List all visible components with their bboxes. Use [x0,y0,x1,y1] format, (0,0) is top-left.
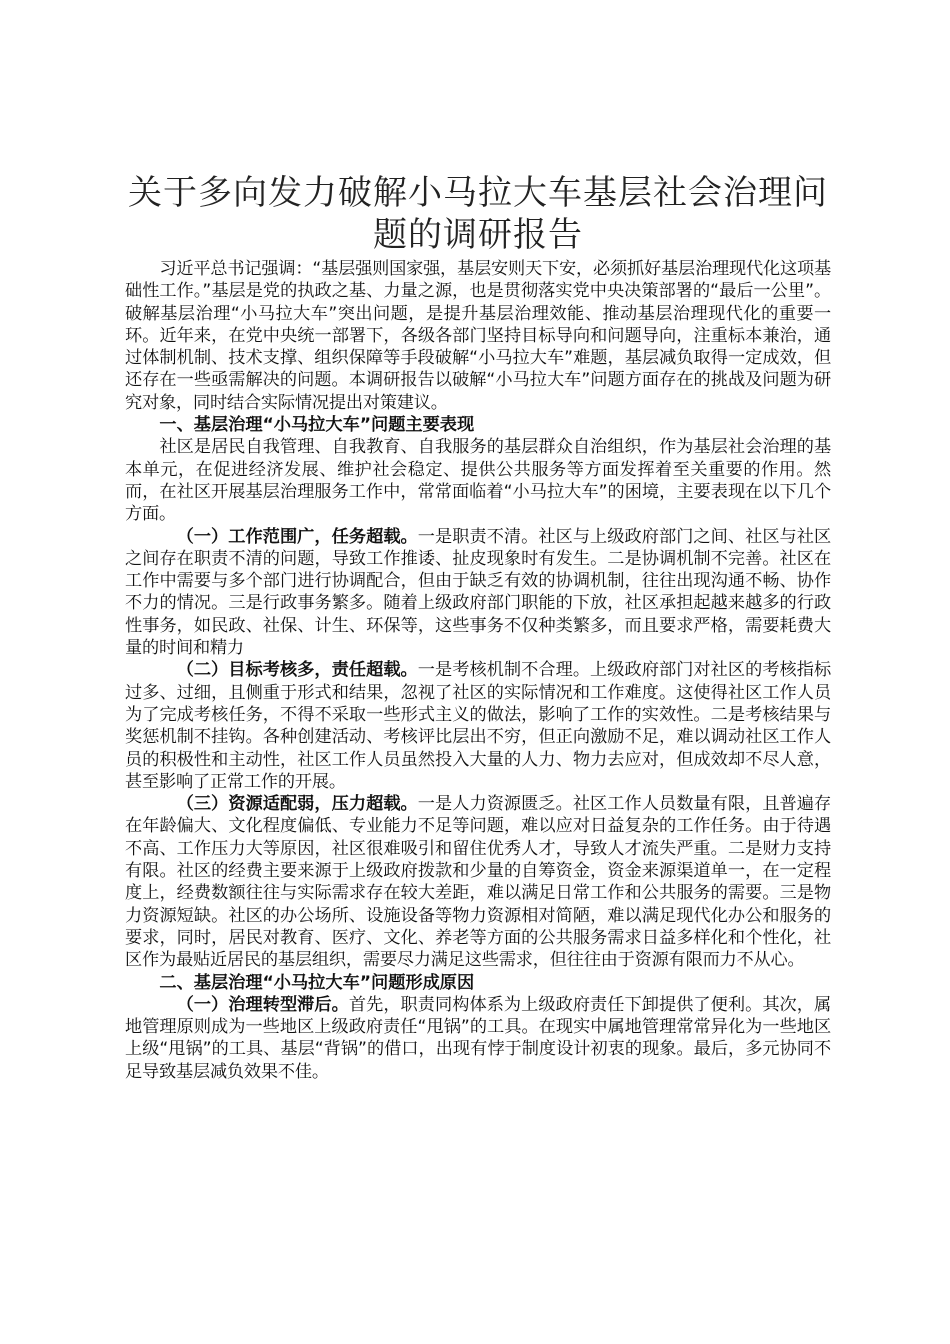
section-1-intro: 社区是居民自我管理、自我教育、自我服务的基层群众自治组织，作为基层社会治理的基本单元，在促进经济发展、维护社会稳定、提供公共服务等方面发挥着至关重要的作用。然而，在社区开展基层治理服务工作中，常常面临着“小马拉大车”的困境，主要表现在以下几个方面。 [125,437,831,525]
intro-paragraph: 习近平总书记强调：“基层强则国家强，基层安则天下安，必须抓好基层治理现代化这项基础性工作。”基层是党的执政之基、力量之源，也是贯彻落实党中央决策部署的“最后一公里”。破解基层治理“小马拉大车”突出问题，是提升基层治理效能、推动基层治理现代化的重要一环。近年来，在党中央统一部署下，各级各部门坚持目标导向和问题导向，注重标本兼治，通过体制机制、技术支撑、组织保障等手段破解“小马拉大车”难题，基层减负取得一定成效，但还存在一些亟需解决的问题。本调研报告以破解“小马拉大车”问题方面存在的挑战及问题为研究对象，同时结合实际情况提出对策建议。 [125,259,831,413]
section-2-item-1 [125,994,831,1083]
document-title: 关于多向发力破解小马拉大车基层社会治理问题的调研报告 [128,173,828,255]
section-2-heading: 二、基层治理“小马拉大车”问题形成原因 [159,972,475,993]
section-1-item-1-heading: （一）工作范围广，任务超载。 [176,526,418,547]
section-1-item-2-heading: （二）目标考核多，责任超载。 [176,660,418,681]
section-2-item-1-heading: （一）治理转型滞后。 [176,994,349,1015]
section-1-item-2-text: 一是考核机制不合理。上级政府部门对社区的考核指标过多、过细，且侧重于形式和结果，忽视了社区的实际情况和工作难度。这使得社区工作人员为了完成考核任务，不得不采取一些形式主义的做法，影响了工作的实效性。二是考核结果与奖惩机制不挂钩。各种创建活动、考核评比层出不穷，但正向激励不足，难以调动社区工作人员的积极性和主动性，社区工作人员虽然投入大量的人力、物力去应对，但成效却不尽人意，甚至影响了正常工作的开展。 [125,660,832,792]
section-1-heading: 一、基层治理“小马拉大车”问题主要表现 [159,415,475,436]
section-1-item-1 [125,526,831,660]
section-1-item-3 [125,793,831,971]
document-page [125,172,831,1083]
section-1-item-1-text: 一是职责不清。社区与上级政府部门之间、社区与社区之间存在职责不清的问题，导致工作推诿、扯皮现象时有发生。二是协调机制不完善。社区在工作中需要与多个部门进行协调配合，但由于缺乏有效的协调机制，往往出现沟通不畅、协作不力的情况。三是行政事务繁多。随着上级政府部门职能的下放，社区承担起越来越多的行政性事务，如民政、社保、计生、环保等，这些事务不仅种类繁多，而且要求严格，需要耗费大量的时间和精力 [125,526,832,659]
section-1-item-2 [125,659,831,793]
section-2-item-1-text: 首先，职责同构体系为上级政府责任下卸提供了便利。其次，属地管理原则成为一些地区上级政府责任“甩锅”的工具。在现实中属地管理常常异化为一些地区上级“甩锅”的工具、基层“背锅”的借口，出现有悖于制度设计初衷的现象。最后，多元协同不足导致基层减负效果不佳。 [125,994,831,1082]
section-1-item-3-heading: （三）资源适配弱，压力超载。 [176,794,418,815]
section-1-item-3-text: 一是人力资源匮乏。社区工作人员数量有限，且普遍存在年龄偏大、文化程度偏低、专业能力不足等问题，难以应对日益复杂的工作任务。由于待遇不高、工作压力大等原因，社区很难吸引和留住优秀人才，导致人才流失严重。二是财力支持有限。社区的经费主要来源于上级政府拨款和少量的自筹资金，资金来源渠道单一，在一定程度上，经费数额往往与实际需求存在较大差距，难以满足日常工作和公共服务的需要。三是物力资源短缺。社区的办公场所、设施设备等物力资源相对简陋，难以满足现代化办公和服务的要求，同时，居民对教育、医疗、文化、养老等方面的公共服务需求日益多样化和个性化，社区作为最贴近居民的基层组织，需要尽力满足这些需求，但往往由于资源有限而力不从心。 [125,794,832,971]
